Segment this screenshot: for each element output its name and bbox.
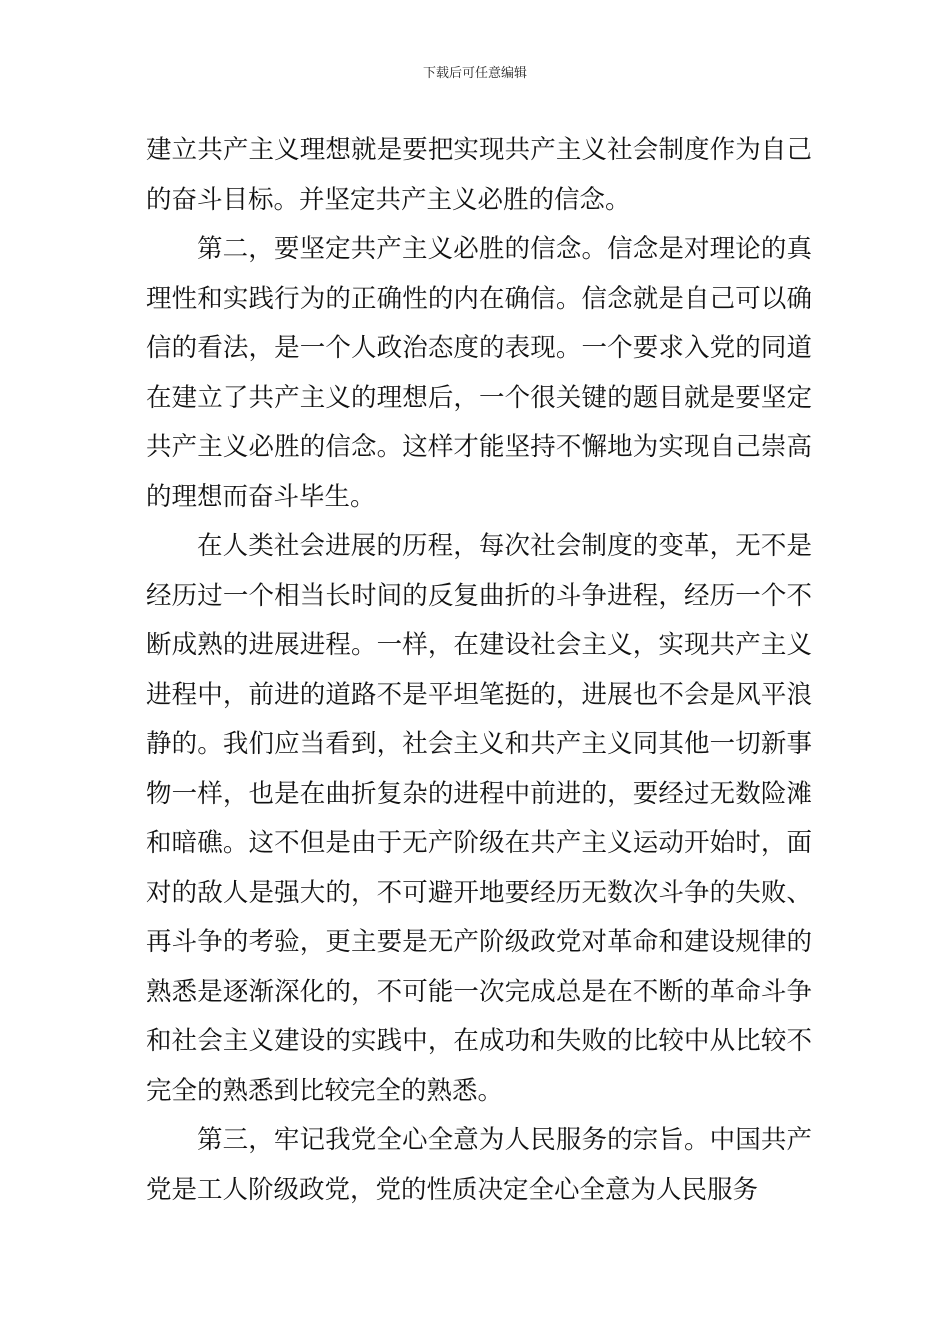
paragraph-continuation: 建立共产主义理想就是要把实现共产主义社会制度作为自己的奋斗目标。并坚定共产主义必胜的信念。 xyxy=(146,135,812,215)
paragraph-social-history: 在人类社会进展的历程，每次社会制度的变革，无不是经历过一个相当长时间的反复曲折的斗争进程，经历一个不断成熟的进展进程。一样，在建设社会主义，实现共产主义进程中，前进的道路不是平坦笔挺的，进展也不会是风平浪静的。我们应当看到，社会主义和共产主义同其他一切新事物一样，也是在曲折复杂的进程中前进的，要经过无数险滩和暗礁。这不但是由于无产阶级在共产主义运动开始时，面对的敌人是强大的，不可避开地要经历无数次斗争的失败、再斗争的考验，更主要是无产阶级政党对革命和建设规律的熟悉是逐渐深化的，不可能一次完成总是在不断的革命斗争和社会主义建设的实践中，在成功和失败的比较中从比较不完全的熟悉到比较完全的熟悉。 xyxy=(146,531,812,1106)
paragraph-third-point: 第三，牢记我党全心全意为人民服务的宗旨。中国共产党是工人阶级政党，党的性质决定全心全意为人民服务 xyxy=(146,1125,812,1205)
document-body xyxy=(146,126,812,1215)
page-header: 下载后可任意编辑 xyxy=(422,66,527,81)
paragraph-second-point: 第二，要坚定共产主义必胜的信念。信念是对理论的真理性和实践行为的正确性的内在确信。信念就是自己可以确信的看法，是一个人政治态度的表现。一个要求入党的同道在建立了共产主义的理想后，一个很关键的题目就是要坚定共产主义必胜的信念。这样才能坚持不懈地为实现自己崇高的理想而奋斗毕生。 xyxy=(146,234,812,512)
